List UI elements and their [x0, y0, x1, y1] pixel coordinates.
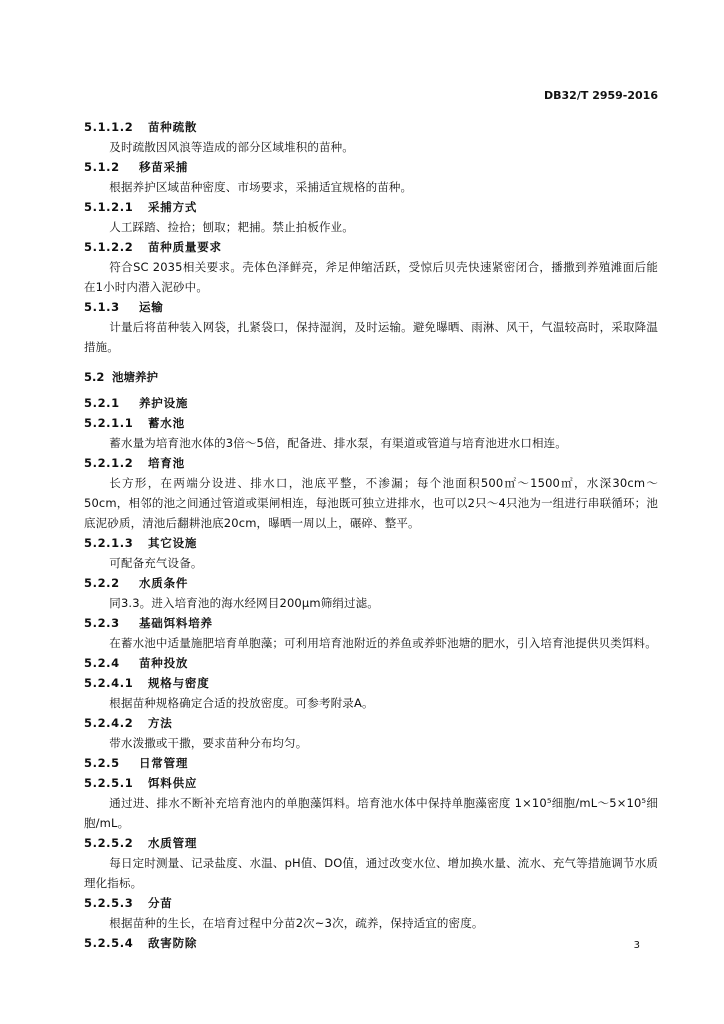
section-heading	[84, 653, 658, 673]
section-title: 采捕方式	[148, 200, 198, 214]
section-heading	[84, 613, 658, 633]
section-number: 5.2.1.3	[84, 536, 134, 550]
section-heading	[84, 933, 658, 953]
paragraph: 蓄水量为培育池水体的3倍～5倍，配备进、排水泵，有渠道或管道与培育池进水口相连。	[109, 436, 567, 450]
section-heading	[84, 197, 658, 217]
section-number: 5.1.2	[84, 160, 120, 174]
section-title: 水质条件	[139, 576, 189, 590]
section-number: 5.1.1.2	[84, 120, 134, 134]
section-number: 5.2.4	[84, 656, 120, 670]
section-number: 5.1.3	[84, 300, 120, 314]
section-title: 饵料供应	[148, 776, 198, 790]
paragraph: 通过进、排水不断补充培育池内的单胞藻饵料。培育池水体中保持单胞藻密度 1×10⁵细胞/mL～5×10⁵细胞/mL。	[84, 796, 658, 830]
paragraph: 根据养护区域苗种密度、市场要求，采捕适宜规格的苗种。	[109, 180, 413, 194]
section-heading	[84, 573, 658, 593]
section-number: 5.2.5.2	[84, 836, 134, 850]
paragraph: 在蓄水池中适量施肥培育单胞藻；可利用培育池附近的养鱼或养虾池塘的肥水，引入培育池提供贝类饵料。	[109, 636, 657, 650]
section-number: 5.2	[84, 370, 105, 384]
paragraph: 可配备充气设备。	[109, 556, 203, 570]
section-title: 方法	[148, 716, 173, 730]
paragraph: 及时疏散因风浪等造成的部分区域堆积的苗种。	[109, 140, 354, 154]
section-heading	[84, 117, 658, 137]
paragraph: 根据苗种的生长，在培育过程中分苗2次~3次，疏养，保持适宜的密度。	[109, 916, 484, 930]
paragraph: 每日定时测量、记录盐度、水温、pH值、DO值，通过改变水位、增加换水量、流水、充气等措施调节水质理化指标。	[84, 856, 658, 890]
section-title: 日常管理	[139, 756, 189, 770]
paragraph: 人工踩踏、捡拾；刨取；耙捕。禁止拍板作业。	[109, 220, 354, 234]
section-heading	[84, 713, 658, 733]
section-number: 5.2.4.2	[84, 716, 134, 730]
section-number: 5.2.2	[84, 576, 120, 590]
section-heading	[84, 367, 658, 387]
section-title: 移苗采捕	[139, 160, 189, 174]
section-title: 规格与密度	[148, 676, 210, 690]
section-number: 5.2.5.1	[84, 776, 134, 790]
section-heading	[84, 393, 658, 413]
section-number: 5.1.2.1	[84, 200, 134, 214]
document-code: DB32/T 2959-2016	[544, 89, 658, 102]
section-number: 5.2.4.1	[84, 676, 134, 690]
section-title: 池塘养护	[112, 370, 158, 384]
section-heading	[84, 833, 658, 853]
section-title: 蓄水池	[148, 416, 185, 430]
section-heading	[84, 237, 658, 257]
section-title: 分苗	[148, 896, 173, 910]
section-heading	[84, 893, 658, 913]
section-title: 苗种质量要求	[148, 240, 222, 254]
section-heading	[84, 157, 658, 177]
section-title: 敌害防除	[148, 936, 198, 950]
section-number: 5.2.3	[84, 616, 120, 630]
paragraph: 符合SC 2035相关要求。壳体色泽鲜亮，斧足伸缩活跃，受惊后贝壳快速紧密闭合，播撒到养殖滩面后能在1小时内潜入泥砂中。	[84, 260, 658, 294]
page-number: 3	[633, 940, 640, 951]
section-title: 运输	[139, 300, 164, 314]
section-number: 5.1.2.2	[84, 240, 134, 254]
document-body	[84, 117, 658, 953]
paragraph: 长方形，在两端分设进、排水口，池底平整，不渗漏；每个池面积500㎡～1500㎡，水深30cm～50cm，相邻的池之间通过管道或渠闸相连，每池既可独立进排水，也可以2只～4只池为一组进行串联循环；池底泥砂质，清池后翻耕池底20cm，曝晒一周以上，碾碎、整平。	[84, 476, 658, 530]
section-title: 苗种投放	[139, 656, 189, 670]
section-title: 水质管理	[148, 836, 198, 850]
section-number: 5.2.1.1	[84, 416, 134, 430]
section-number: 5.2.1.2	[84, 456, 134, 470]
section-number: 5.2.5.4	[84, 936, 134, 950]
section-title: 养护设施	[139, 396, 189, 410]
section-number: 5.2.5	[84, 756, 120, 770]
section-number: 5.2.1	[84, 396, 120, 410]
section-number: 5.2.5.3	[84, 896, 134, 910]
section-title: 基础饵料培养	[139, 616, 213, 630]
section-heading	[84, 413, 658, 433]
section-heading	[84, 753, 658, 773]
paragraph: 同3.3。进入培育池的海水经网目200μm筛绢过滤。	[109, 596, 379, 610]
section-heading	[84, 773, 658, 793]
section-title: 苗种疏散	[148, 120, 198, 134]
paragraph: 带水泼撒或干撒，要求苗种分布均匀。	[109, 736, 308, 750]
section-heading	[84, 533, 658, 553]
section-title: 培育池	[148, 456, 185, 470]
paragraph: 计量后将苗种装入网袋，扎紧袋口，保持湿润，及时运输。避免曝晒、雨淋、风干，气温较高时，采取降温措施。	[84, 320, 658, 354]
section-heading	[84, 453, 658, 473]
paragraph: 根据苗种规格确定合适的投放密度。可参考附录A。	[109, 696, 374, 710]
section-heading	[84, 297, 658, 317]
section-title: 其它设施	[148, 536, 198, 550]
section-heading	[84, 673, 658, 693]
